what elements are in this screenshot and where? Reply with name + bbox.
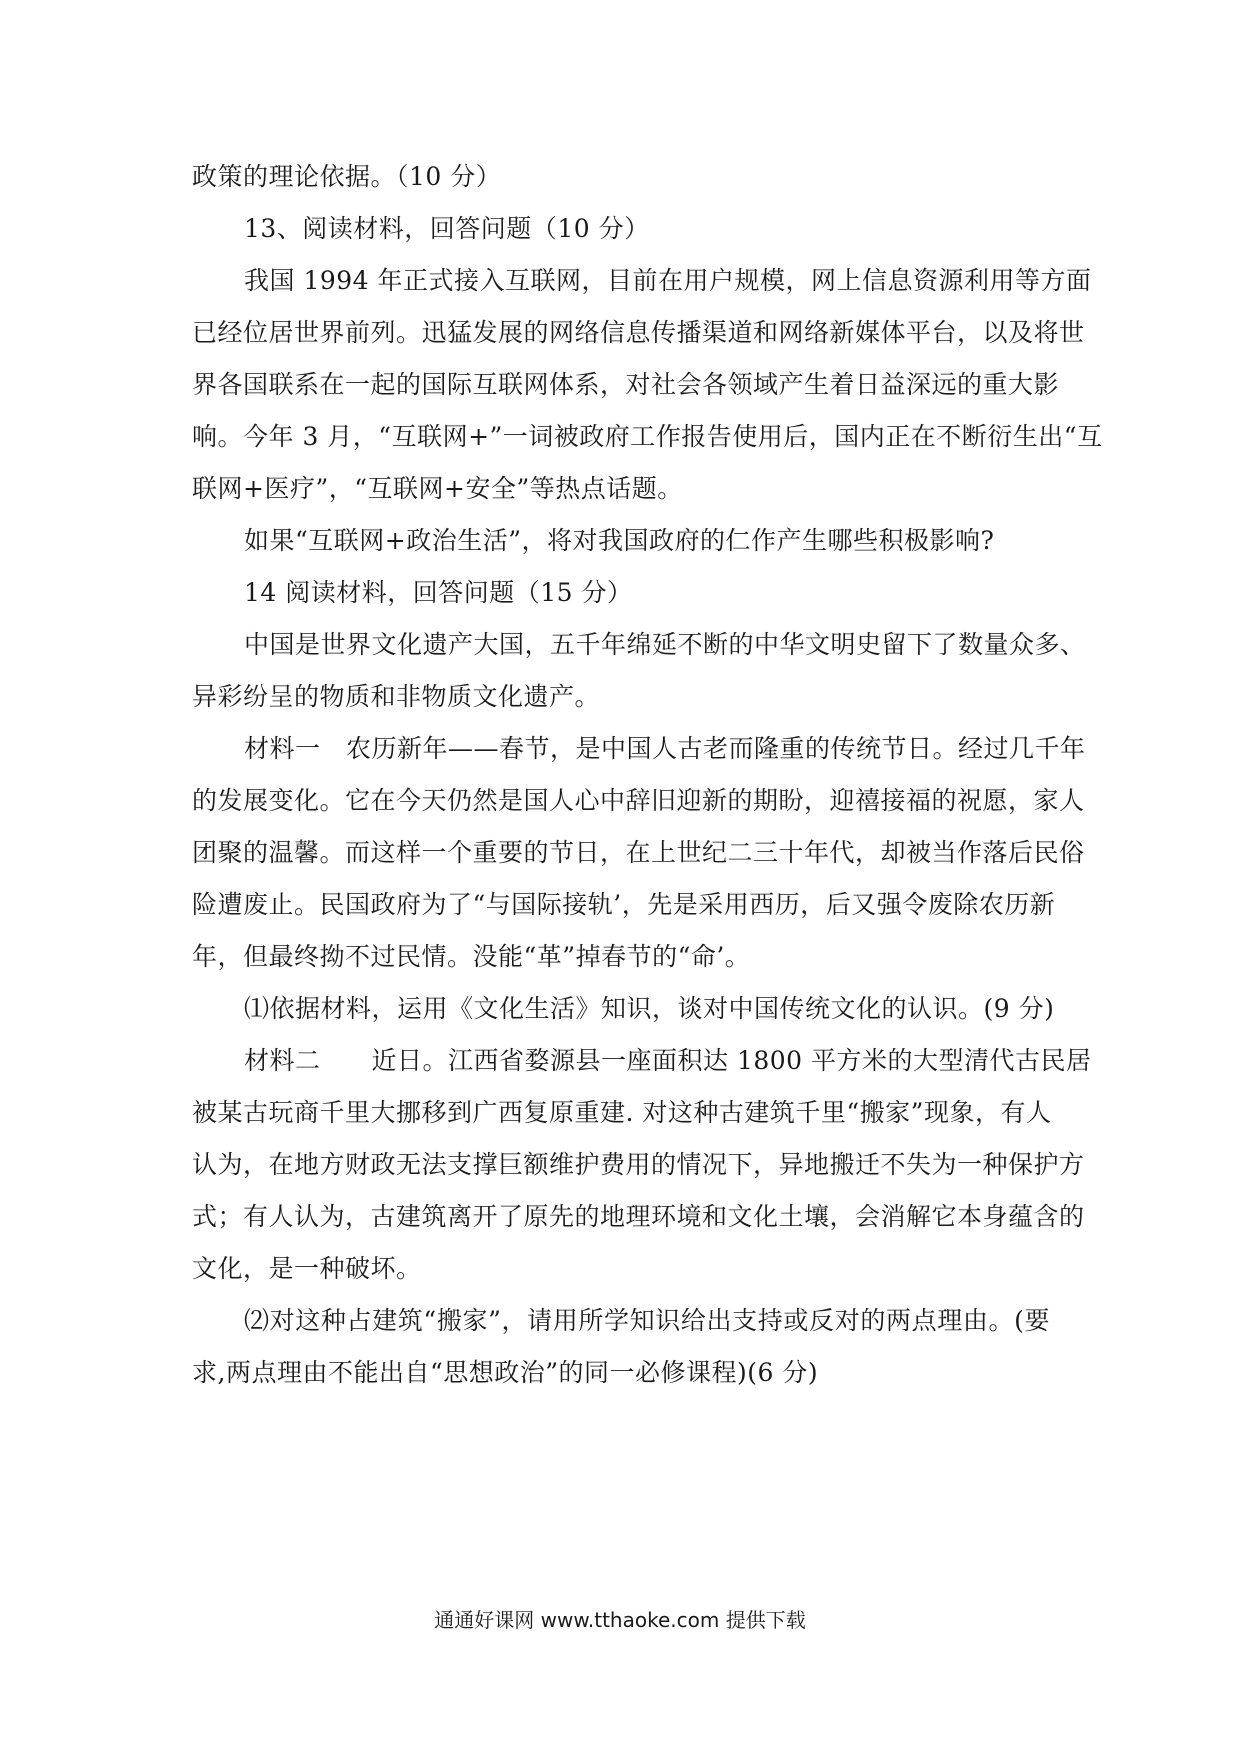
text-line: 文化，是一种破坏。 [192,1254,422,1283]
material-one-line: 材料一 农历新年——春节，是中国人古老而隆重的传统节日。经过几千年 [244,734,1086,763]
text-line: 团聚的温馨。而这样一个重要的节日，在上世纪二三十年代，却被当作落后民俗 [192,838,1085,867]
question-13-prompt: 如果“互联网+政治生活”，将对我国政府的仁作产生哪些积极影响? [244,526,995,555]
text-line: 的发展变化。它在今天仍然是国人心中辞旧迎新的期盼，迎禧接福的祝愿，家人 [192,786,1085,815]
text-line: 式；有人认为，古建筑离开了原先的地理环境和文化土壤，会消解它本身蕴含的 [192,1202,1085,1231]
text-line: 认为，在地方财政无法支撑巨额维护费用的情况下，异地搬迁不失为一种保护方 [192,1150,1085,1179]
text-line: 政策的理论依据。（10 分） [192,162,502,191]
text-line: 我国 1994 年正式接入互联网，目前在用户规模，网上信息资源利用等方面 [244,266,1092,295]
question-13-heading: 13、阅读材料，回答问题（10 分） [244,214,650,243]
text-line: 异彩纷呈的物质和非物质文化遗产。 [192,682,601,711]
sub-question-1: ⑴依据材料，运用《文化生活》知识，谈对中国传统文化的认识。(9 分) [244,994,1055,1023]
question-14-heading: 14 阅读材料，回答问题（15 分） [244,578,633,607]
footer-source: 通通好课网 www.tthaoke.com 提供下载 [434,1608,806,1632]
text-line: 险遭废止。民国政府为了“与国际接轨’，先是采用西历，后又强令废除农历新 [192,890,1056,919]
text-line: 求,两点理由不能出自“思想政治”的同一必修课程)(6 分) [192,1358,819,1387]
text-line: 响。今年 3 月，“互联网+”一词被政府工作报告使用后，国内正在不断衍生出“互 [192,422,1103,451]
text-line: 中国是世界文化遗产大国，五千年绵延不断的中华文明史留下了数量众多、 [244,630,1086,659]
material-two-line: 材料二 近日。江西省婺源县一座面积达 1800 平方米的大型清代古民居 [244,1046,1092,1075]
text-line: 被某古玩商千里大挪移到广西复原重建. 对这种古建筑千里“搬家”现象，有人 [192,1098,1052,1127]
text-line: 联网+医疗”，“互联网+安全”等热点话题。 [192,474,683,503]
text-line: 年，但最终拗不过民情。没能“革”掉春节的“命’。 [192,942,751,971]
sub-question-2: ⑵对这种占建筑“搬家”，请用所学知识给出支持或反对的两点理由。(要 [244,1306,1050,1335]
text-line: 界各国联系在一起的国际互联网体系，对社会各领域产生着日益深远的重大影 [192,370,1060,399]
text-line: 已经位居世界前列。迅猛发展的网络信息传播渠道和网络新媒体平台，以及将世 [192,318,1085,347]
